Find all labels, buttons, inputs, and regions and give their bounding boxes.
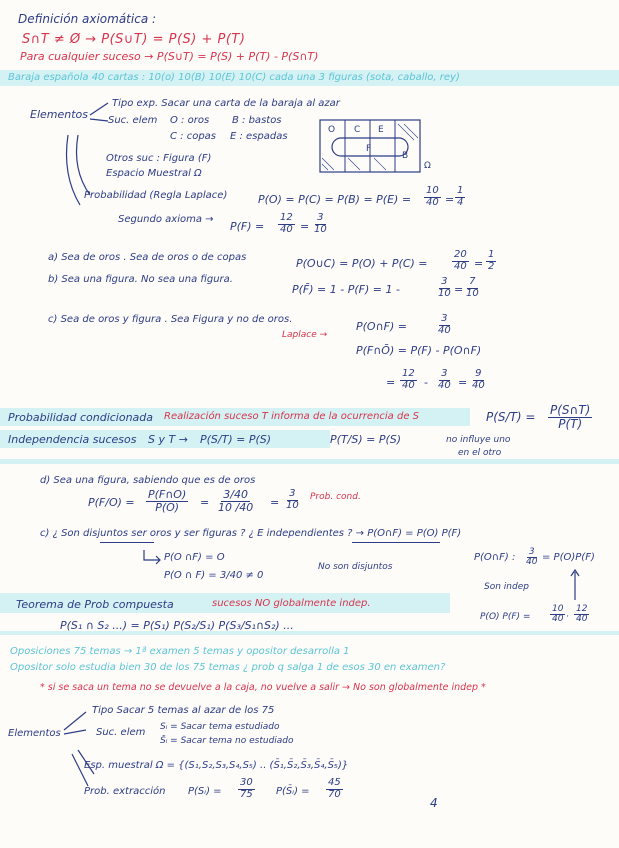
qa-frac-1: $\frac{20}{40}$	[454, 249, 467, 272]
laplace-note: Laplace →	[282, 330, 328, 340]
diagram-label-f: F	[366, 144, 372, 154]
globalmente-note: * si se saca un tema no se devuelve a la caja, no vuelve a salir → No son globalmente indep *	[40, 682, 486, 693]
axiom-formula: S∩T ≠ Ø → P(S∪T) = P(S) + P(T)	[22, 32, 246, 47]
qb-frac-1: $\frac{3}{10}$	[438, 276, 451, 299]
qa-eq: P(O∪C) = P(O) + P(C) =	[296, 257, 428, 270]
sy-t: S y T →	[148, 433, 188, 446]
highlight-band	[0, 459, 619, 464]
question-e: c) ¿ Son disjuntos ser oros y ser figuras ? ¿ E independientes ? → P(O∩F) = P(O) P(F)	[40, 528, 462, 539]
psi-eq: P(Sᵢ) =	[188, 786, 222, 797]
indep-title: Independencia sucesos	[8, 433, 137, 446]
prob-compuesta-formula: P(S₁ ∩ S₂ ...) = P(S₁) P(S₂/S₁) P(S₃/S₁∩S₂) ...	[60, 619, 294, 632]
suc-bastos: B : bastos	[232, 115, 282, 126]
prob-cond-note: Prob. cond.	[310, 492, 361, 502]
qb-frac-2: $\frac{7}{10}$	[466, 276, 479, 299]
qc-eq1: P(O∩F) =	[356, 320, 407, 333]
suc-copas: C : copas	[170, 131, 217, 142]
tipo-exp: Tipo exp. Sacar una carta de la baraja al azar	[112, 98, 340, 109]
qa-frac-2: $\frac{1}{2}$	[488, 249, 495, 272]
suc-oros: O : oros	[170, 115, 210, 126]
qc-frac-3: $\frac{3}{40}$	[438, 368, 451, 391]
sample-space-diagram	[318, 118, 438, 178]
pfo-eq: P(F/O) =	[88, 496, 135, 509]
diagram-label-b: B	[402, 151, 409, 161]
qc-eq2: P(F∩Ō) = P(F) - P(O∩F)	[356, 344, 482, 357]
no-influye: no influye uno	[446, 435, 511, 445]
baraja-header: Baraja española 40 cartas : 10(o) 10(B) 10(E) 10(C) cada una 3 figuras (sota, caballo, rey)	[8, 72, 460, 83]
underline	[352, 542, 440, 543]
prob-frac-1: $\frac{10}{40}$	[426, 185, 439, 208]
qb-eq: P(F̄) = 1 - P(F) = 1 -	[292, 283, 400, 296]
po-nf1: P(O ∩ F) = 3/40 ≠ 0	[164, 570, 264, 581]
question-a: a) Sea de oros . Sea de oros o de copas	[48, 252, 247, 263]
elementos-label-2: Elementos	[8, 728, 61, 739]
pf-eq: P(F) =	[230, 220, 265, 233]
notebook-page: Definición axiomática : S∩T ≠ Ø → P(S∪T) = P(S) + P(T) Para cualquier suceso → P(S∪T) = P(S) + P(T) - P(S∩T) Baraja española 40 cartas : 10(o) 10(B) 10(E) 10(C) cada una 3 figuras (sota, caballo, rey) Elementos Tipo exp. Sacar una carta de la baraja al azar Suc. elem O : oros B : bastos C : copas E : espadas Otros suc : Figura (F) Espacio Muestral Ω O C E B F Ω Probabilidad (Regla Laplace) P(O) = P(C) = P(B) = P(E) = $\frac{10}{40}$ = $\frac{1}{4}$ Segundo axioma → P(F) = $\frac{12}{40}$ = $\frac{3}{10}$ a) Sea de oros . Sea de oros o de copas P(O∪C) = P(O) + P(C) = $\frac{20}{40}$ = $\frac{1}{2}$ b) Sea una figura. No sea una figura. P(F̄) = 1 - P(F) = 1 - $\frac{3}{10}$ = $\frac{7}{10}$ c) Sea de oros y figura . Sea Figura y no de oros. Laplace → P(O∩F) = $\frac{3}{40}$ P(F∩Ō) = P(F) - P(O∩F) = $\frac{12}{40}$ - $\frac{3}{40}$ = $\frac{9}{40}$ Probabilidad condicionada Realización suceso T informa de la ocurrencia de S P(S/T) = $\frac{P(S\cap T)}{P(T)}$ Independencia sucesos S y T → P(S/T) = P(S) P(T/S) = P(S) no influye uno en el otro d) Sea una figura, sabiendo que es de oros P(F/O) = $\frac{P(F\cap O)}{P(O)}$ = $\frac{3/40}{10 /40}$ = $\frac{3}{10}$ Prob. cond. c) ¿ Son disjuntos ser oros y ser figuras ? ¿ E independientes ? → P(O∩F) = P(O) P(F) P(O ∩F) = O P(O ∩ F) = 3/40 ≠ 0 No son disjuntos P(O∩F) : $\frac{3}{40}$ = P(O)P(F) Son indep P(O) P(F) = $\frac{10}{40}$ · $\frac{12}{40}$ Teorema de Prob compuesta sucesos NO globalmente indep. P(S₁ ∩ S₂ ...) = P(S₁) P(S₂/S₁) P(S₃/S₁∩S₂) ... Oposiciones 75 temas → 1ª examen 5 temas y opositor desarrolla 1 Opositor solo estudia bien 30 de los 75 temas ¿ prob q salga 1 de esos 30 en examen? * si se saca un tema no se devuelve a la caja, no vuelve a salir → No son globalmente indep * Elementos Tipo Sacar 5 temas al azar de los 75 Suc. elem Sᵢ = Sacar tema estudiado S̄ᵢ = Sacar tema no estudiado Esp. muestral Ω = {(S₁,S₂,S₃,S₄,S₅) .. (S̄₁,S̄₂,S̄₃,S̄₄,S̄₅)} Prob. extracción P(Sᵢ) = $\frac{30}{75}$ P(S̄ᵢ) = $\frac{45}{70}$ 4	[0, 0, 619, 848]
teorema-title: Teorema de Prob compuesta	[16, 598, 174, 611]
pst-eq: P(S/T) = P(S)	[200, 433, 272, 446]
espacio-muestral: Espacio Muestral Ω	[106, 168, 202, 179]
prob-eq: P(O) = P(C) = P(B) = P(E) =	[258, 193, 412, 206]
pof-frac: $\frac{3}{40}$	[526, 547, 538, 568]
pop-frac-2: $\frac{12}{40}$	[576, 604, 588, 625]
arrow-icon	[140, 548, 164, 568]
po-nf0: P(O ∩F) = O	[164, 552, 225, 563]
en-el-otro: en el otro	[458, 448, 502, 458]
pfo-frac-3: $\frac{3}{10}$	[286, 488, 299, 511]
otros-suc: Otros suc : Figura (F)	[106, 153, 212, 164]
psibar-frac: $\frac{45}{70}$	[328, 777, 341, 800]
sucesos-note: sucesos NO globalmente indep.	[212, 598, 371, 609]
diagram-label-o: O	[328, 125, 336, 135]
pfo-frac-1: $\frac{P(F\cap O)}{P(O)}$	[148, 488, 187, 514]
diagram-label-e: E	[378, 125, 384, 135]
prob-extraccion: Prob. extracción	[84, 786, 166, 797]
underline	[100, 542, 154, 543]
realizacion: Realización suceso T informa de la ocurrencia de S	[164, 411, 420, 422]
si-no-estudiado: S̄ᵢ = Sacar tema no estudiado	[160, 736, 294, 746]
qc-frac-2: $\frac{12}{40}$	[402, 368, 415, 391]
prob-frac-2: $\frac{1}{4}$	[457, 185, 464, 208]
diagram-label-omega: Ω	[424, 161, 431, 171]
qc-frac-1: $\frac{3}{40}$	[438, 313, 451, 336]
prob-cond-title: Probabilidad condicionada	[8, 411, 154, 424]
question-d: d) Sea una figura, sabiendo que es de oros	[40, 475, 256, 486]
general-formula: Para cualquier suceso → P(S∪T) = P(S) + P(T) - P(S∩T)	[20, 50, 319, 63]
pts-eq: P(T/S) = P(S)	[330, 433, 402, 446]
qc-frac-4: $\frac{9}{40}$	[472, 368, 485, 391]
ps-t: P(S/T) =	[486, 410, 536, 424]
segundo-axioma: Segundo axioma →	[118, 214, 214, 225]
pof-tail: = P(O)P(F)	[542, 552, 595, 563]
pf-frac-1: $\frac{12}{40}$	[280, 212, 293, 235]
tipo-sacar: Tipo Sacar 5 temas al azar de los 75	[92, 705, 275, 716]
pf-frac-2: $\frac{3}{10}$	[314, 212, 327, 235]
oposiciones-line2: Opositor solo estudia bien 30 de los 75 temas ¿ prob q salga 1 de esos 30 en examen?	[10, 662, 446, 673]
no-disjuntos: No son disjuntos	[318, 562, 393, 572]
question-c: c) Sea de oros y figura . Sea Figura y no de oros.	[48, 314, 293, 325]
suc-espadas: E : espadas	[230, 131, 288, 142]
pfo-frac-2: $\frac{3/40}{10 /40}$	[218, 488, 254, 514]
section-title: Definición axiomática :	[18, 12, 157, 26]
suc-elem-2: Suc. elem	[96, 727, 146, 738]
psibar-eq: P(S̄ᵢ) =	[276, 786, 310, 797]
pof-eq: P(O∩F) :	[474, 552, 516, 563]
pop-eq: P(O) P(F) =	[480, 612, 531, 622]
prob-label: Probabilidad (Regla Laplace)	[84, 190, 228, 201]
oposiciones-line1: Oposiciones 75 temas → 1ª examen 5 temas y opositor desarrolla 1	[10, 646, 350, 657]
ps-t-frac: $\frac{P(S\cap T)}{P(T)}$	[550, 403, 591, 431]
suc-elem: Suc. elem	[108, 115, 158, 126]
elementos-label: Elementos	[30, 108, 89, 121]
esp-muestral: Esp. muestral Ω = {(S₁,S₂,S₃,S₄,S₅) .. (S̄₁,S̄₂,S̄₃,S̄₄,S̄₅)}	[84, 760, 349, 771]
son-indep: Son indep	[484, 582, 529, 592]
pop-frac-1: $\frac{10}{40}$	[552, 604, 564, 625]
question-b: b) Sea una figura. No sea una figura.	[48, 274, 233, 285]
psi-frac: $\frac{30}{75}$	[240, 777, 253, 800]
up-arrow-icon	[568, 568, 582, 602]
si-estudiado: Sᵢ = Sacar tema estudiado	[160, 722, 280, 732]
page-number: 4	[430, 796, 438, 810]
diagram-label-c: C	[354, 125, 361, 135]
